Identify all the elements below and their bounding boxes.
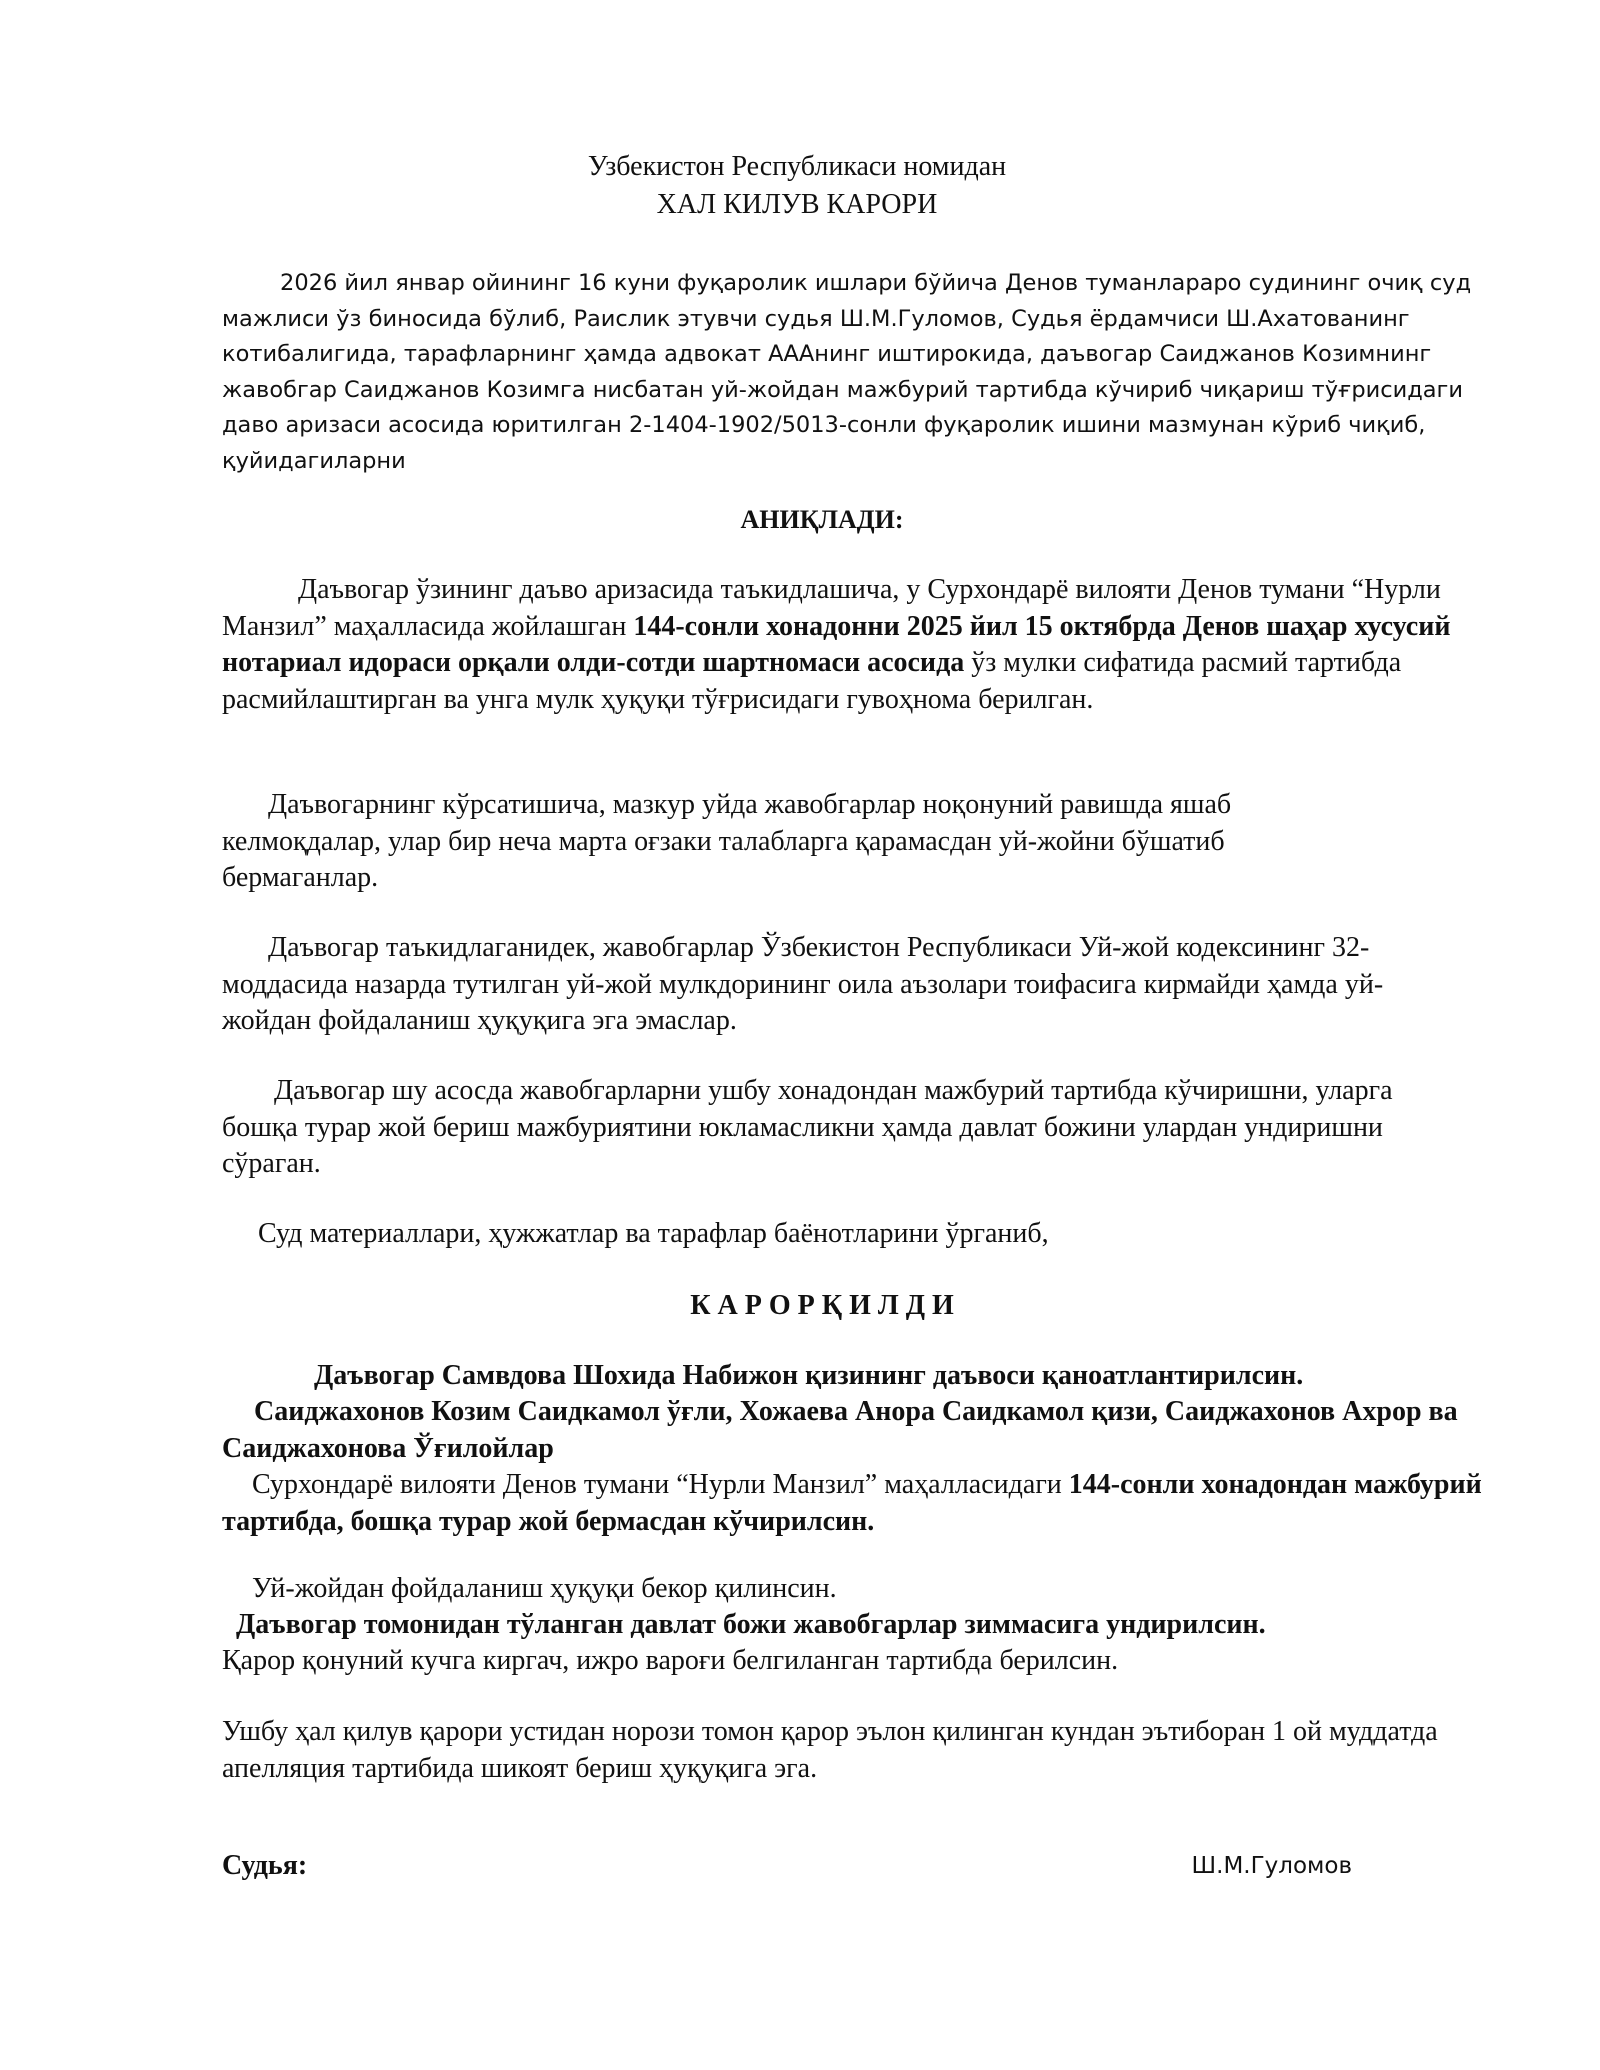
findings-paragraph-2 (222, 787, 1362, 897)
decision-p3-bold: 144-сонли хонадондан мажбурий тартибда, бошқа турар жой бермасдан кўчирилсин. (222, 1469, 1482, 1537)
findings-p1-end: ўз мулки сифатида расмий тартибда расмийлаштирган ва унга мулк ҳуқуқи тўғрисидаги гувоҳнома берилган. (222, 647, 1402, 715)
decision-paragraph-6 (222, 1643, 1472, 1680)
signature-label: Судья: (222, 1850, 308, 1881)
findings-paragraph-5 (222, 1216, 1462, 1253)
decision-p1-text: Даъвогар Самвдова Шохида Набижон қизининг даъвоси қаноатлантирилсин. (314, 1360, 1304, 1391)
decision-p5-text: Даъвогар томонидан тўланган давлат божи жавобгарлар зиммасига ундирилсин. (236, 1609, 1266, 1640)
decision-p3-start: Сурхондарё вилояти Денов тумани “Нурли Манзил” маҳалласидаги (252, 1469, 1069, 1500)
findings-p3-text: Даъвогар таъкидлаганидек, жавобгарлар Ўзбекистон Республикаси Уй-жой кодексининг 32-моддасида назарда тутилган уй-жой мулкдорининг оила аъзолари тоифасига кирмайди ҳамда уй-жойдан фойдаланиш ҳуқуқига эга эмаслар. (222, 932, 1384, 1036)
decision-p2-text: Саиджахонов Козим Саидкамол ўғли, Хожаева Анора Саидкамол қизи, Саиджахонов Ахрор ва Саиджахонова Ўғилойлар (222, 1396, 1458, 1464)
decision-p6-text: Қарор қонуний кучга киргач, ижро вароғи белгиланган тартибда берилсин. (222, 1645, 1119, 1676)
decision-paragraph-7 (222, 1714, 1472, 1787)
decision-paragraph-2 (222, 1394, 1472, 1467)
decision-p7-text: Ушбу ҳал қилув қарори устидан норози томон қарор эълон қилинган кундан эътиборан 1 ой муддатда апелляция тартибида шикоят бериш ҳуқуқига эга. (222, 1716, 1438, 1784)
decision-paragraph-5 (222, 1607, 1472, 1644)
findings-p1-bold: 144-сонли хонадонни 2025 йил 15 октябрда Денов шаҳар хусусий нотариал идораси орқали олди-сотди шартномаси асосида (222, 610, 1451, 678)
decision-p4-text: Уй-жойдан фойдаланиш ҳуқуқи бекор қилинсин. (252, 1573, 837, 1604)
findings-p5-text: Суд материаллари, ҳужжатлар ва тарафлар баёнотларини ўрганиб, (258, 1218, 1049, 1249)
decision-paragraph-1 (222, 1358, 1472, 1395)
signature-block (222, 1850, 1352, 1890)
findings-paragraph-1 (222, 572, 1472, 718)
findings-p4-text: Даъвогар шу асосда жавобгарларни ушбу хонадондан мажбурий тартибда кўчиришни, уларга бошқа турар жой бериш мажбуриятини юкламасликни ҳамда давлат божини улардан ундиришни сўраган. (222, 1075, 1393, 1179)
signature-name: Ш.М.Гуломов (1191, 1853, 1352, 1879)
document-title: ХАЛ КИЛУВ КАРОРИ (656, 189, 938, 220)
findings-p2-text: Даъвогарнинг кўрсатишича, мазкур уйда жавобгарлар ноқонуний равишда яшаб келмоқдалар, улар бир неча марта оғзаки талабларга қарамасдан уй-жойни бўшатиб бермаганлар. (222, 789, 1232, 893)
findings-title: АНИҚЛАДИ: (740, 505, 904, 534)
decision-title: К А Р О Р Қ И Л Д И (690, 1290, 954, 1321)
decision-paragraph-3 (222, 1467, 1482, 1540)
decision-paragraph-4 (222, 1571, 1472, 1608)
document-header-line1: Узбекистон Республикаси номидан (587, 151, 1007, 182)
intro-text: 2026 йил январ ойининг 16 куни фуқаролик ишлари бўйича Денов туманлараро судининг очиқ суд мажлиси ўз биносида бўлиб, Раислик этувчи судья Ш.М.Гуломов, Судья ёрдамчиси Ш.Ахатованинг котибалигида, тарафларнинг ҳамда адвокат АААнинг иштирокида, даъвогар Саиджанов Козимнинг жавобгар Саиджанов Козимга нисбатан уй-жойдан мажбурий тартибда кўчириб чиқариш тўғрисидаги даво аризаси асосида юритилган 2-1404-1902/5013-сонли фуқаролик ишини мазмунан кўриб чиқиб, қуйидагиларни (222, 270, 1472, 474)
findings-p1-start: Даъвогар ўзининг даъво аризасида таъкидлашича, у Сурхондарё вилояти Денов тумани “Нурли Манзил” маҳалласида жойлашган (222, 574, 1441, 642)
intro-paragraph (222, 266, 1472, 479)
findings-paragraph-4 (222, 1073, 1462, 1183)
findings-paragraph-3 (222, 930, 1462, 1040)
